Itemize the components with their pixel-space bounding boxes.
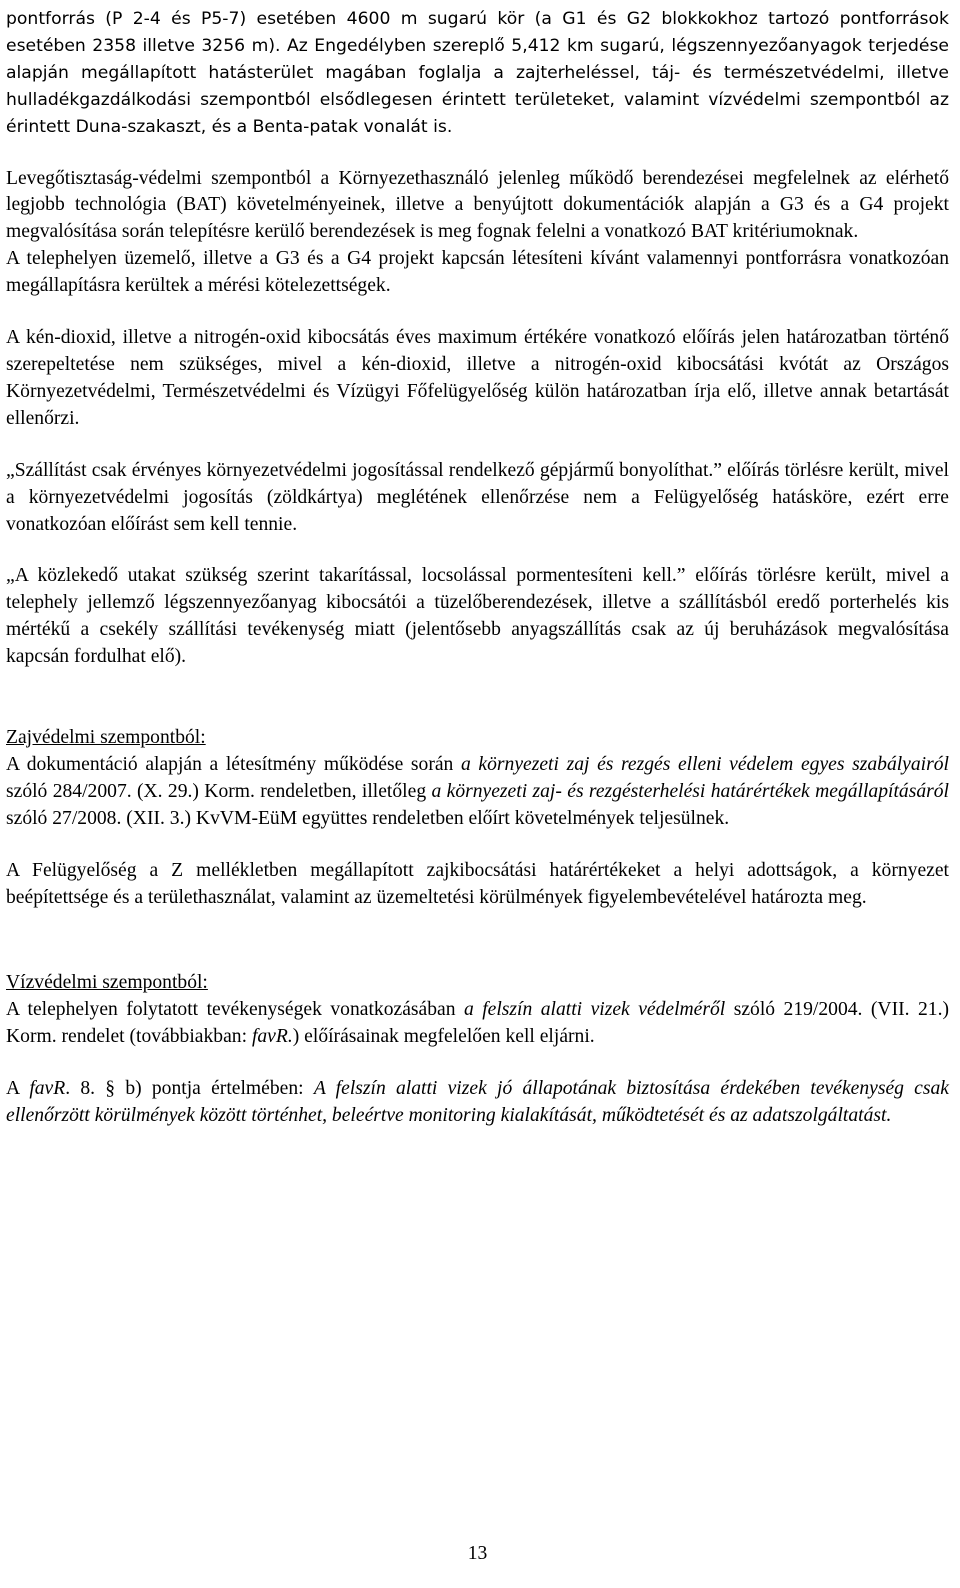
paragraph-continuation: pontforrás (P 2-4 és P5-7) esetében 4600 m sugarú kör (a G1 és G2 blokkokhoz tartozó pontforrások esetében 2358 illetve 3256 m). — [6, 9, 949, 56]
zaj-text-1: A dokumentáció alapján a létesítmény működése során — [6, 753, 461, 775]
favr-text-1: A — [6, 1078, 30, 1100]
paragraph-hatasterulet-text: Az Engedélyben szereplő 5,412 km sugarú, légszennyezőanyagok terjedése alapján megállapított hatásterület magában foglalja a zajterheléssel, táj- és természetvédelmi, illetve hulladékgazdálkodási szempontból elsődlegesen érintett területeket, valamint vízvédelmi szempontból az érintett Duna-szakaszt, és a Benta-patak vonalát is. — [6, 35, 949, 137]
paragraph-viz-telephely — [6, 997, 949, 1051]
document-page — [6, 0, 949, 1588]
zaj-rendelet-title-1: a környezeti zaj és rezgés elleni védelem egyes szabályairól — [460, 753, 949, 775]
viz-abbrev: favR. — [251, 1026, 293, 1048]
viz-rendelet-title: a felszín alatti vizek védelméről — [463, 999, 726, 1021]
paragraph-szallitas: „Szállítást csak érvényes környezetvédelmi jogosítással rendelkező gépjármű bonyolíthat.” előírás törlésre került, mivel a környezetvédelmi jogosítás (zöldkártya) meglétének ellenőrzése nem a Felügyelőség hatásköre, ezért erre vonatkozóan előírást sem kell tennie. — [6, 459, 949, 535]
heading-vizvedelmi: Vízvédelmi szempontból: — [6, 972, 208, 994]
paragraph-kozlekedo-utak: „A közlekedő utakat szükség szerint takarítással, locsolással pormentesíteni kell.” előírás törlésre került, mivel a telephely jellemző légszennyezőanyag kibocsátói a tüzelőberendezések, illetve a szállításból eredő porterhelés kis mértékű a csekély szállítási tevékenység miatt (jelentősebb anyagszállítás csak az új beruházások megvalósítása kapcsán fordulhat elő). — [6, 565, 949, 668]
zaj-text-3: szóló 27/2008. (XII. 3.) KvVM-EüM együttes rendeletben előírt követelmények teljesülnek. — [6, 807, 730, 829]
viz-text-1: A telephelyen folytatott tevékenységek vonatkozásában — [6, 999, 464, 1021]
paragraph-levegotisztasag: Levegőtisztaság-védelmi szempontból a Környezethasználó jelenleg működő berendezései megfelelnek az elérhető legjobb technológia (BAT) követelményeinek, illetve a benyújtott dokumentációk alapján a G3 és a G4 projekt megvalósítása során telepítésre kerülő berendezések is meg fognak felelni a vonatkozó BAT kritériumoknak. — [6, 167, 949, 243]
page-number: 13 — [467, 1543, 488, 1564]
favr-quote: A felszín alatti vizek jó állapotának biztosítása érdekében tevékenység csak ellenőrzött körülmények között történhet, beleértve monitoring kialakítását, működtetését és az adatszolgáltatást. — [6, 1078, 950, 1127]
favr-text-2: . 8. § b) pontja értelmében: — [65, 1078, 314, 1100]
zaj-text-2: szóló 284/2007. (X. 29.) Korm. rendeletben, illetőleg — [6, 780, 432, 802]
heading-zajvedelmi: Zajvédelmi szempontból: — [6, 727, 206, 749]
viz-text-2: szóló 219/2004. (VII. 21.) Korm. rendelet (továbbiakban: — [6, 999, 949, 1048]
paragraph-zaj-dokumentacio — [6, 752, 949, 833]
paragraph-zaj-hatarertekek: A Felügyelőség a Z mellékletben megállapított zajkibocsátási határértékeket a helyi adottságok, a környezet beépítettsége és a területhasználat, valamint az üzemeltetési körülmények figyelembevételével határozta meg. — [6, 859, 949, 908]
paragraph-ken-dioxid: A kén-dioxid, illetve a nitrogén-oxid kibocsátás éves maximum értékére vonatkozó előírás jelen határozatban történő szerepeltetése nem szükséges, mivel a kén-dioxid, illetve a nitrogén-oxid kibocsátási kvótát az Országos Környezetvédelmi, Természetvédelmi és Vízügyi Főfelügyelőség külön határozatban írja elő, illetve annak betartását ellenőrzi. — [6, 327, 949, 429]
paragraph-hatasterulet — [6, 6, 949, 141]
paragraph-favr-8 — [6, 1076, 949, 1130]
paragraph-meresi-kotelezettseg: A telephelyen üzemelő, illetve a G3 és a G4 projekt kapcsán létesíteni kívánt valamennyi pontforrásra vonatkozóan megállapításra kerültek a mérési kötelezettségek. — [6, 248, 949, 297]
zaj-rendelet-title-2: a környezeti zaj- és rezgésterhelési határértékek megállapításáról — [431, 780, 949, 802]
favr-abbrev: favR — [29, 1078, 66, 1100]
viz-text-3: ) előírásainak megfelelően kell eljárni. — [292, 1026, 595, 1048]
